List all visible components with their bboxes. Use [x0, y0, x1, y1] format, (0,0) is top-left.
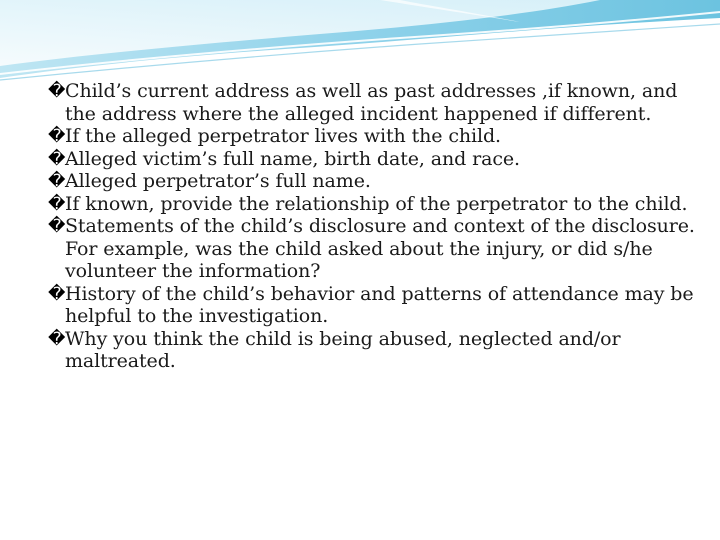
- bullet-marker-icon: �: [48, 171, 66, 191]
- bullet-marker-icon: �: [48, 126, 66, 146]
- bullet-item: [48, 125, 708, 148]
- bullet-text: Alleged perpetrator’s full name.: [65, 170, 371, 192]
- bullet-marker-icon: �: [48, 81, 66, 101]
- bullet-list: [48, 80, 708, 373]
- bullet-item: [48, 80, 708, 125]
- bullet-item: [48, 283, 708, 328]
- bullet-item: [48, 328, 708, 373]
- bullet-text: History of the child’s behavior and patterns of attendance may be helpful to the investigation.: [65, 282, 694, 327]
- bullet-marker-icon: �: [48, 193, 66, 214]
- bullet-text: If known, provide the relationship of the perpetrator to the child.: [65, 192, 688, 215]
- bullet-item: [48, 148, 708, 171]
- bullet-text: Alleged victim’s full name, birth date, and race.: [65, 147, 520, 170]
- bullet-text: Statements of the child’s disclosure and context of the disclosure. For example, was the child asked about the injury, or did s/he volunteer the information?: [65, 215, 695, 282]
- bullet-marker-icon: �: [48, 283, 66, 304]
- bullet-marker-icon: �: [48, 216, 66, 236]
- bullet-text: Child’s current address as well as past addresses ,if known, and the address where the alleged incident happened if different.: [65, 80, 678, 125]
- bullet-marker-icon: �: [48, 328, 66, 349]
- bullet-text: Why you think the child is being abused, neglected and/or maltreated.: [65, 327, 621, 372]
- bullet-item: [48, 215, 708, 283]
- bullet-item: [48, 193, 708, 216]
- bullet-text: If the alleged perpetrator lives with the child.: [65, 125, 501, 147]
- header-wave-decoration: [0, 0, 720, 90]
- bullet-marker-icon: �: [48, 148, 66, 169]
- bullet-item: [48, 170, 708, 193]
